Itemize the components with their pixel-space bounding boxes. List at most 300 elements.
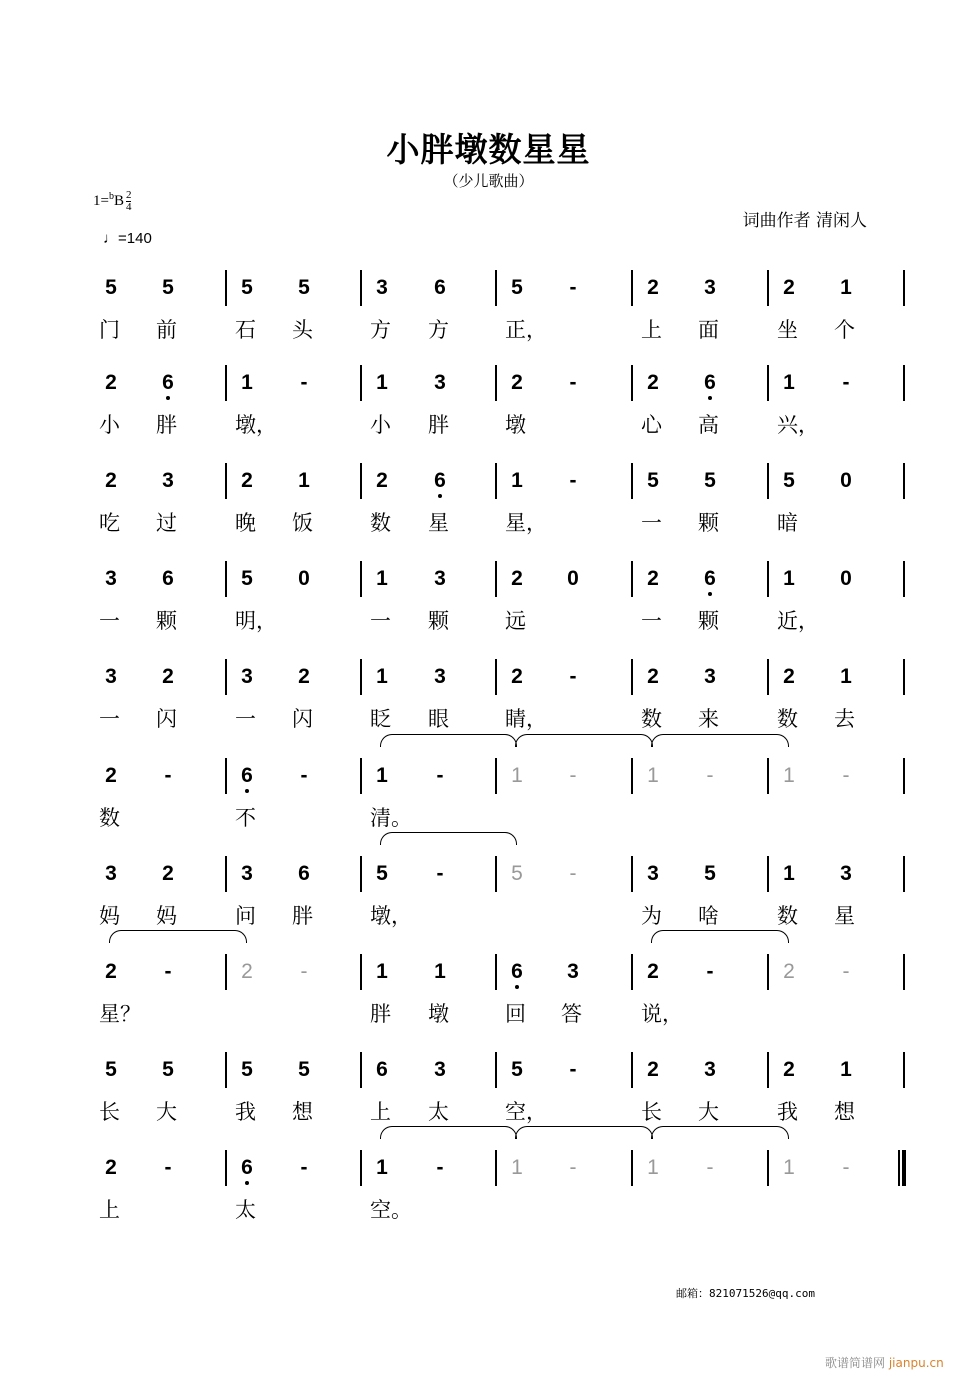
- barline: [225, 1150, 227, 1186]
- note-value: -: [164, 1156, 172, 1179]
- site-watermark: [825, 1354, 944, 1371]
- barline: [903, 758, 905, 794]
- note-value: -: [300, 1156, 308, 1179]
- lyric-syllable: 啥: [698, 904, 719, 928]
- lyric-syllable: 太: [235, 1198, 256, 1222]
- dash-extension: [289, 1156, 319, 1180]
- lyric-syllable: 一: [641, 609, 662, 633]
- lyric-syllable: 长: [99, 1100, 120, 1124]
- lyric-syllable: 眼: [428, 707, 449, 731]
- note: [289, 469, 319, 493]
- note: [502, 1156, 532, 1180]
- note: [232, 567, 262, 591]
- lyric-syllable: 一: [99, 707, 120, 731]
- note: [774, 276, 804, 300]
- barline: [495, 1052, 497, 1088]
- note-value: -: [706, 1156, 714, 1179]
- barline: [360, 659, 362, 695]
- barline: [225, 270, 227, 306]
- lyric-syllable: 面: [698, 318, 719, 342]
- dash-extension: [695, 1156, 725, 1180]
- tie-arc: [651, 930, 789, 943]
- note-value: -: [569, 764, 577, 787]
- note: [96, 567, 126, 591]
- note: [831, 665, 861, 689]
- dash-extension: [831, 1156, 861, 1180]
- note-value: 1: [783, 1156, 795, 1179]
- dash-extension: [558, 1058, 588, 1082]
- note-value: 2: [783, 1058, 795, 1081]
- note: [638, 371, 668, 395]
- note: [502, 764, 532, 788]
- barline: [495, 463, 497, 499]
- note-value: -: [436, 764, 444, 787]
- barline: [631, 270, 633, 306]
- barline: [495, 561, 497, 597]
- note-value: 5: [105, 1058, 117, 1081]
- note: [638, 665, 668, 689]
- note: [695, 1058, 725, 1082]
- note: [774, 567, 804, 591]
- note-value: -: [842, 960, 850, 983]
- note: [558, 960, 588, 984]
- note-value: 1: [241, 371, 253, 394]
- tie-arc: [109, 930, 247, 943]
- note-value: 2: [511, 567, 523, 590]
- barline: [767, 659, 769, 695]
- barline: [360, 758, 362, 794]
- note-value: 2: [105, 764, 117, 787]
- dash-extension: [558, 1156, 588, 1180]
- note: [695, 371, 725, 395]
- barline: [631, 1150, 633, 1186]
- note: [96, 764, 126, 788]
- note: [232, 960, 262, 984]
- note-value: 5: [241, 276, 253, 299]
- note-value: 3: [105, 567, 117, 590]
- lyric-syllable: 上: [99, 1198, 120, 1222]
- note-value: 5: [162, 276, 174, 299]
- note: [153, 862, 183, 886]
- barline: [360, 365, 362, 401]
- barline: [225, 954, 227, 990]
- note-value: 3: [376, 276, 388, 299]
- lyric-syllable: 暗: [777, 511, 798, 535]
- final-barline: [902, 1150, 906, 1186]
- note-value: 3: [105, 665, 117, 688]
- flat-sign: b: [108, 190, 114, 202]
- note: [367, 665, 397, 689]
- barline: [631, 856, 633, 892]
- lyric-syllable: 上: [641, 318, 662, 342]
- lyric-syllable: 正，: [505, 318, 547, 342]
- dash-extension: [558, 665, 588, 689]
- note: [638, 276, 668, 300]
- note: [96, 371, 126, 395]
- note: [638, 567, 668, 591]
- note-value: 1: [511, 1156, 523, 1179]
- note-value: 0: [840, 469, 852, 492]
- lyric-syllable: 胖: [370, 1002, 391, 1026]
- note: [367, 371, 397, 395]
- barline: [903, 561, 905, 597]
- note-value: 2: [376, 469, 388, 492]
- note: [558, 567, 588, 591]
- note: [774, 665, 804, 689]
- note-value: -: [842, 371, 850, 394]
- note-value: 1: [783, 764, 795, 787]
- barline: [767, 1052, 769, 1088]
- barline: [903, 856, 905, 892]
- note: [502, 1058, 532, 1082]
- note: [638, 469, 668, 493]
- lyric-syllable: 一: [370, 609, 391, 633]
- dash-extension: [153, 764, 183, 788]
- note-value: 5: [241, 1058, 253, 1081]
- note-value: 1: [647, 764, 659, 787]
- lyric-syllable: 太: [428, 1100, 449, 1124]
- note: [367, 764, 397, 788]
- lyric-syllable: 星: [834, 904, 855, 928]
- note: [96, 862, 126, 886]
- lyric-syllable: 想: [834, 1100, 855, 1124]
- note-value: 1: [376, 567, 388, 590]
- note-value: 6: [704, 371, 716, 394]
- dash-extension: [425, 1156, 455, 1180]
- note-value: 5: [162, 1058, 174, 1081]
- note-value: 5: [241, 567, 253, 590]
- note: [153, 567, 183, 591]
- note: [153, 276, 183, 300]
- note-value: 2: [511, 665, 523, 688]
- note: [425, 665, 455, 689]
- lyric-syllable: 一: [641, 511, 662, 535]
- note-value: 6: [511, 960, 523, 983]
- lyric-syllable: 上: [370, 1100, 391, 1124]
- note: [289, 862, 319, 886]
- note-value: 2: [783, 276, 795, 299]
- dash-extension: [289, 960, 319, 984]
- tie-arc: [380, 734, 517, 747]
- note-value: -: [706, 764, 714, 787]
- note-value: -: [569, 665, 577, 688]
- lyric-syllable: 不: [235, 806, 256, 830]
- note-value: 5: [704, 862, 716, 885]
- note: [153, 469, 183, 493]
- lyric-syllable: 颗: [698, 609, 719, 633]
- lyric-syllable: 胖: [156, 413, 177, 437]
- lyric-syllable: 来: [698, 707, 719, 731]
- dash-extension: [425, 764, 455, 788]
- barline: [631, 954, 633, 990]
- lyric-syllable: 高: [698, 413, 719, 437]
- note-value: 1: [376, 371, 388, 394]
- time-signature: [126, 190, 132, 213]
- lyric-syllable: 星？: [99, 1002, 141, 1026]
- lyric-syllable: 说，: [641, 1002, 683, 1026]
- lyric-syllable: 清。: [370, 806, 412, 830]
- lyric-syllable: 闪: [292, 707, 313, 731]
- note: [96, 469, 126, 493]
- lyric-syllable: 过: [156, 511, 177, 535]
- barline: [225, 856, 227, 892]
- note: [232, 862, 262, 886]
- lyric-syllable: 颗: [698, 511, 719, 535]
- note: [96, 1058, 126, 1082]
- note-value: 2: [105, 371, 117, 394]
- note: [502, 665, 532, 689]
- note: [289, 1058, 319, 1082]
- lyric-syllable: 前: [156, 318, 177, 342]
- note: [153, 371, 183, 395]
- note-value: 1: [840, 665, 852, 688]
- barline: [767, 365, 769, 401]
- note-value: 1: [783, 862, 795, 885]
- note: [774, 862, 804, 886]
- note: [425, 371, 455, 395]
- quarter-note-icon: ♩: [103, 230, 118, 247]
- barline: [767, 561, 769, 597]
- lyric-syllable: 妈: [99, 904, 120, 928]
- lyric-syllable: 数: [777, 707, 798, 731]
- note: [831, 567, 861, 591]
- note-value: 3: [704, 665, 716, 688]
- note-value: 6: [298, 862, 310, 885]
- note-value: 5: [376, 862, 388, 885]
- key-prefix: 1=: [93, 192, 109, 209]
- note: [831, 1058, 861, 1082]
- dash-extension: [695, 764, 725, 788]
- note-value: -: [569, 862, 577, 885]
- note-value: -: [164, 960, 172, 983]
- barline: [495, 954, 497, 990]
- note: [695, 862, 725, 886]
- note-value: 1: [376, 665, 388, 688]
- note-value: 2: [647, 960, 659, 983]
- lyric-syllable: 为: [641, 904, 662, 928]
- barline: [495, 659, 497, 695]
- note: [232, 371, 262, 395]
- barline: [631, 365, 633, 401]
- note: [502, 960, 532, 984]
- barline: [767, 1150, 769, 1186]
- time-top: 2: [125, 189, 132, 201]
- note: [367, 862, 397, 886]
- barline: [360, 1052, 362, 1088]
- note-value: -: [569, 1058, 577, 1081]
- note: [831, 469, 861, 493]
- note: [96, 665, 126, 689]
- tie-arc: [380, 1126, 517, 1139]
- note-value: -: [300, 960, 308, 983]
- barline: [903, 954, 905, 990]
- song-subtitle: （少儿歌曲）: [443, 172, 534, 190]
- note-value: 5: [511, 276, 523, 299]
- note-value: 0: [840, 567, 852, 590]
- lyric-syllable: 问: [235, 904, 256, 928]
- dash-extension: [558, 276, 588, 300]
- lyric-syllable: 墩: [505, 413, 526, 437]
- lyric-syllable: 大: [698, 1100, 719, 1124]
- note-value: 6: [704, 567, 716, 590]
- note: [289, 567, 319, 591]
- note-value: 3: [434, 1058, 446, 1081]
- lyric-syllable: 坐: [777, 318, 798, 342]
- barline: [360, 270, 362, 306]
- lyric-syllable: 头: [292, 318, 313, 342]
- note-value: 6: [376, 1058, 388, 1081]
- note: [695, 469, 725, 493]
- note-value: 0: [567, 567, 579, 590]
- lyric-syllable: 方: [428, 318, 449, 342]
- lyric-syllable: 颗: [428, 609, 449, 633]
- note-value: 1: [647, 1156, 659, 1179]
- low-octave-dot: [245, 1181, 249, 1185]
- note-value: -: [706, 960, 714, 983]
- lyric-syllable: 想: [292, 1100, 313, 1124]
- note-value: 2: [162, 665, 174, 688]
- lyric-syllable: 颗: [156, 609, 177, 633]
- email-contact: 邮箱：821071526@qq.com: [676, 1287, 815, 1300]
- barline: [631, 1052, 633, 1088]
- dash-extension: [289, 764, 319, 788]
- barline: [903, 270, 905, 306]
- lyric-syllable: 眨: [370, 707, 391, 731]
- note: [774, 371, 804, 395]
- note: [425, 469, 455, 493]
- note: [232, 1156, 262, 1180]
- note: [638, 1156, 668, 1180]
- note: [367, 469, 397, 493]
- note-value: 1: [840, 276, 852, 299]
- note: [695, 276, 725, 300]
- note: [831, 276, 861, 300]
- note: [232, 276, 262, 300]
- note: [638, 862, 668, 886]
- note-value: 2: [647, 276, 659, 299]
- watermark-en: jianpu.cn: [888, 1356, 944, 1370]
- note: [96, 276, 126, 300]
- dash-extension: [289, 371, 319, 395]
- lyric-syllable: 小: [370, 413, 391, 437]
- barline: [903, 659, 905, 695]
- note-value: -: [436, 1156, 444, 1179]
- barline: [631, 659, 633, 695]
- lyric-syllable: 门: [99, 318, 120, 342]
- barline: [495, 856, 497, 892]
- barline: [767, 856, 769, 892]
- note-value: 3: [647, 862, 659, 885]
- barline: [495, 270, 497, 306]
- note-value: 2: [783, 665, 795, 688]
- note: [367, 276, 397, 300]
- note-value: 2: [241, 960, 253, 983]
- note-value: 2: [162, 862, 174, 885]
- lyric-syllable: 胖: [292, 904, 313, 928]
- dash-extension: [153, 960, 183, 984]
- note: [502, 469, 532, 493]
- note-value: 3: [162, 469, 174, 492]
- note-value: 5: [511, 1058, 523, 1081]
- note: [153, 1058, 183, 1082]
- note-value: 3: [840, 862, 852, 885]
- lyric-syllable: 空，: [505, 1100, 547, 1124]
- lyric-syllable: 墩，: [235, 413, 277, 437]
- lyric-syllable: 晚: [235, 511, 256, 535]
- note-value: 2: [511, 371, 523, 394]
- dash-extension: [831, 371, 861, 395]
- barline: [767, 463, 769, 499]
- note-value: 6: [162, 567, 174, 590]
- note: [425, 567, 455, 591]
- lyric-syllable: 我: [777, 1100, 798, 1124]
- lyric-syllable: 近，: [777, 609, 819, 633]
- note: [96, 1156, 126, 1180]
- note-value: 1: [511, 764, 523, 787]
- note-value: 6: [162, 371, 174, 394]
- note-value: 5: [105, 276, 117, 299]
- key-note: B: [113, 192, 124, 209]
- note: [774, 1058, 804, 1082]
- lyric-syllable: 星: [428, 511, 449, 535]
- note: [638, 764, 668, 788]
- lyric-syllable: 星，: [505, 511, 547, 535]
- barline: [360, 561, 362, 597]
- dash-extension: [558, 862, 588, 886]
- note: [774, 1156, 804, 1180]
- lyric-syllable: 长: [641, 1100, 662, 1124]
- note-value: 2: [105, 1156, 117, 1179]
- note-value: 1: [298, 469, 310, 492]
- lyric-syllable: 墩: [428, 1002, 449, 1026]
- barline: [360, 856, 362, 892]
- note-value: 1: [783, 567, 795, 590]
- lyric-syllable: 数: [370, 511, 391, 535]
- watermark-cn: 歌谱简谱网: [825, 1356, 886, 1370]
- barline: [360, 1150, 362, 1186]
- note-value: 3: [434, 567, 446, 590]
- note: [502, 371, 532, 395]
- note: [289, 276, 319, 300]
- lyric-syllable: 远: [505, 609, 526, 633]
- note-value: 2: [241, 469, 253, 492]
- note: [502, 567, 532, 591]
- key-signature: [93, 190, 131, 213]
- dash-extension: [831, 764, 861, 788]
- barline: [360, 954, 362, 990]
- note: [774, 960, 804, 984]
- lyric-syllable: 明，: [235, 609, 277, 633]
- lyric-syllable: 回: [505, 1002, 526, 1026]
- tie-arc: [651, 1126, 789, 1139]
- tie-arc: [515, 1126, 653, 1139]
- lyric-syllable: 数: [641, 707, 662, 731]
- author-credit: 词曲作者 清闲人: [742, 211, 867, 231]
- low-octave-dot: [166, 396, 170, 400]
- note-value: 5: [783, 469, 795, 492]
- lyric-syllable: 数: [777, 904, 798, 928]
- barline: [631, 758, 633, 794]
- note: [502, 276, 532, 300]
- note-value: 1: [840, 1058, 852, 1081]
- note: [232, 1058, 262, 1082]
- lyric-syllable: 空。: [370, 1198, 412, 1222]
- barline: [495, 758, 497, 794]
- lyric-syllable: 闪: [156, 707, 177, 731]
- barline: [225, 463, 227, 499]
- lyric-syllable: 心: [641, 413, 662, 437]
- note-value: 3: [434, 371, 446, 394]
